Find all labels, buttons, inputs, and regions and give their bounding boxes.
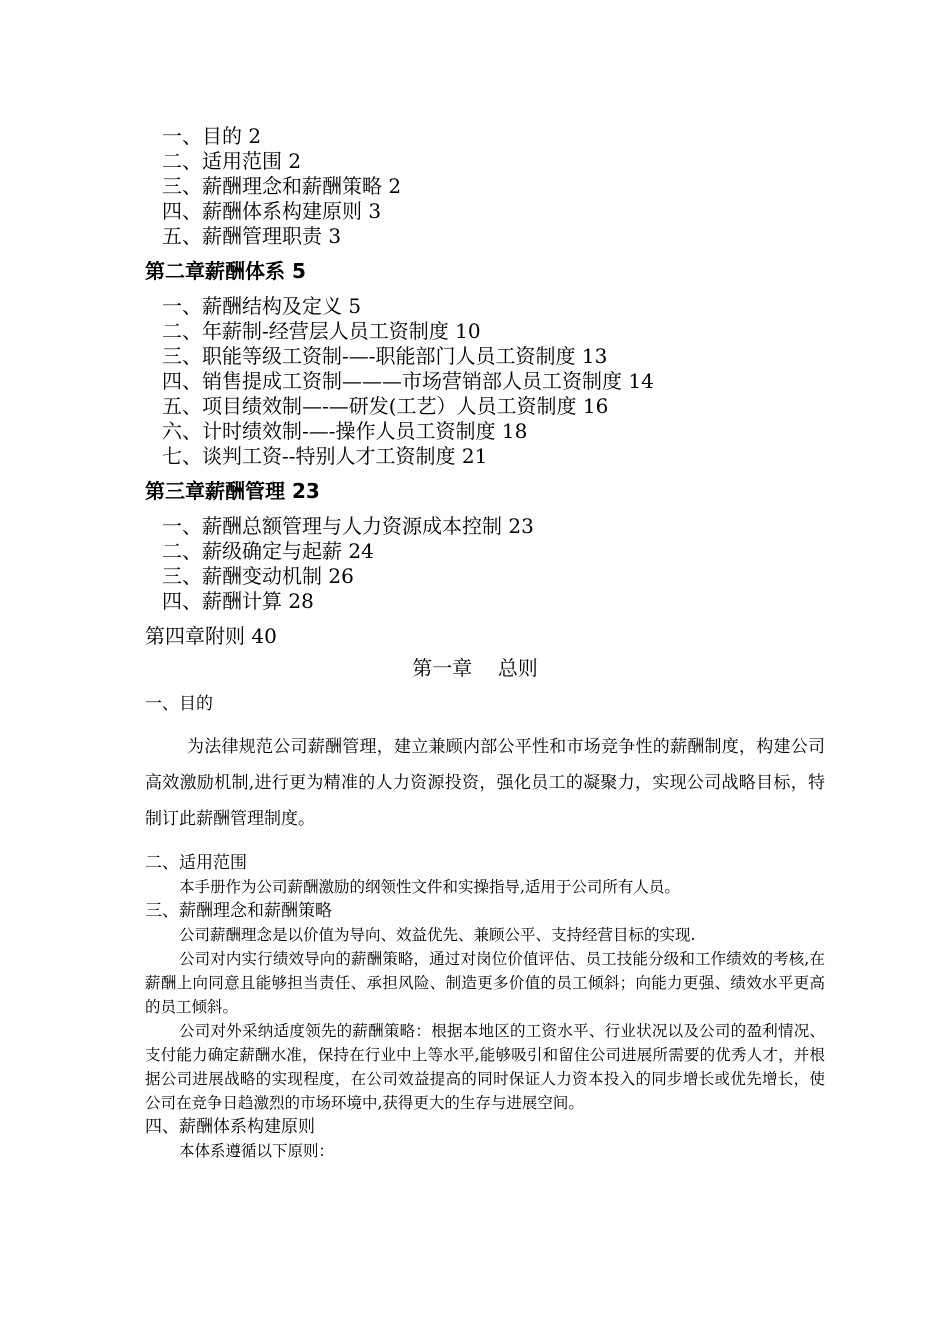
paragraph: 公司薪酬理念是以价值为导向、效益优先、兼顾公平、支持经营目标的实现. [179, 926, 696, 944]
paragraph: 公司对内实行绩效导向的薪酬策略，通过对岗位价值评估、员工技能分级和工作绩效的考核,在薪酬上向同意且能够担当责任、承担风险、制造更多价值的员工倾斜；向能力更强、绩效水平更高的员工倾斜。 [145, 950, 825, 1016]
section-heading: 一、目的 [145, 694, 213, 714]
table-of-contents [145, 124, 845, 649]
section-heading: 四、薪酬体系构建原则 [145, 1117, 315, 1137]
section-heading: 二、适用范围 [145, 853, 247, 873]
toc-item[interactable]: 一、目的 2 [162, 124, 262, 148]
toc-item[interactable]: 二、适用范围 2 [162, 149, 302, 173]
toc-item[interactable]: 五、项目绩效制—-—研发(工艺）人员工资制度 16 [162, 394, 609, 418]
toc-item[interactable]: 三、薪酬变动机制 26 [162, 564, 354, 588]
toc-chapter-2[interactable]: 第二章薪酬体系 5 [145, 259, 306, 283]
toc-item[interactable]: 四、销售提成工资制———市场营销部人员工资制度 14 [162, 369, 654, 393]
toc-chapter-4[interactable]: 第四章附则 40 [145, 624, 277, 648]
toc-item[interactable]: 六、计时绩效制-—-操作人员工资制度 18 [162, 419, 528, 443]
chapter-body [145, 692, 825, 1163]
toc-item[interactable]: 二、薪级确定与起薪 24 [162, 539, 374, 563]
toc-item[interactable]: 七、谈判工资--特别人才工资制度 21 [162, 444, 488, 468]
paragraph: 为法律规范公司薪酬管理，建立兼顾内部公平性和市场竞争性的薪酬制度，构建公司高效激励机制,进行更为精准的人力资源投资，强化员工的凝聚力，实现公司战略目标，特制订此薪酬管理制度。 [145, 737, 825, 829]
section-heading: 三、薪酬理念和薪酬策略 [145, 901, 332, 921]
toc-item[interactable]: 三、薪酬理念和薪酬策略 2 [162, 174, 402, 198]
toc-item[interactable]: 二、年薪制-经营层人员工资制度 10 [162, 319, 481, 343]
toc-item[interactable]: 三、职能等级工资制-—-职能部门人员工资制度 13 [162, 344, 608, 368]
toc-item[interactable]: 四、薪酬体系构建原则 3 [162, 199, 382, 223]
toc-item[interactable]: 一、薪酬结构及定义 5 [162, 294, 362, 318]
toc-item[interactable]: 一、薪酬总额管理与人力资源成本控制 23 [162, 514, 534, 538]
chapter-title: 第一章 总则 [412, 656, 538, 680]
paragraph: 公司对外采纳适度领先的薪酬策略：根据本地区的工资水平、行业状况以及公司的盈利情况、支付能力确定薪酬水准，保持在行业中上等水平,能够吸引和留住公司进展所需要的优秀人才，并根据公司进展战略的实现程度，在公司效益提高的同时保证人力资本投入的同步增长或优先增长，使公司在竞争日趋激烈的市场环境中,获得更大的生存与进展空间。 [145, 1022, 825, 1112]
paragraph: 本体系遵循以下原则： [179, 1142, 335, 1160]
paragraph: 本手册作为公司薪酬激励的纲领性文件和实操指导,适用于公司所有人员。 [179, 878, 680, 896]
toc-chapter-3[interactable]: 第三章薪酬管理 23 [145, 479, 320, 503]
toc-item[interactable]: 五、薪酬管理职责 3 [162, 224, 342, 248]
toc-item[interactable]: 四、薪酬计算 28 [162, 589, 314, 613]
